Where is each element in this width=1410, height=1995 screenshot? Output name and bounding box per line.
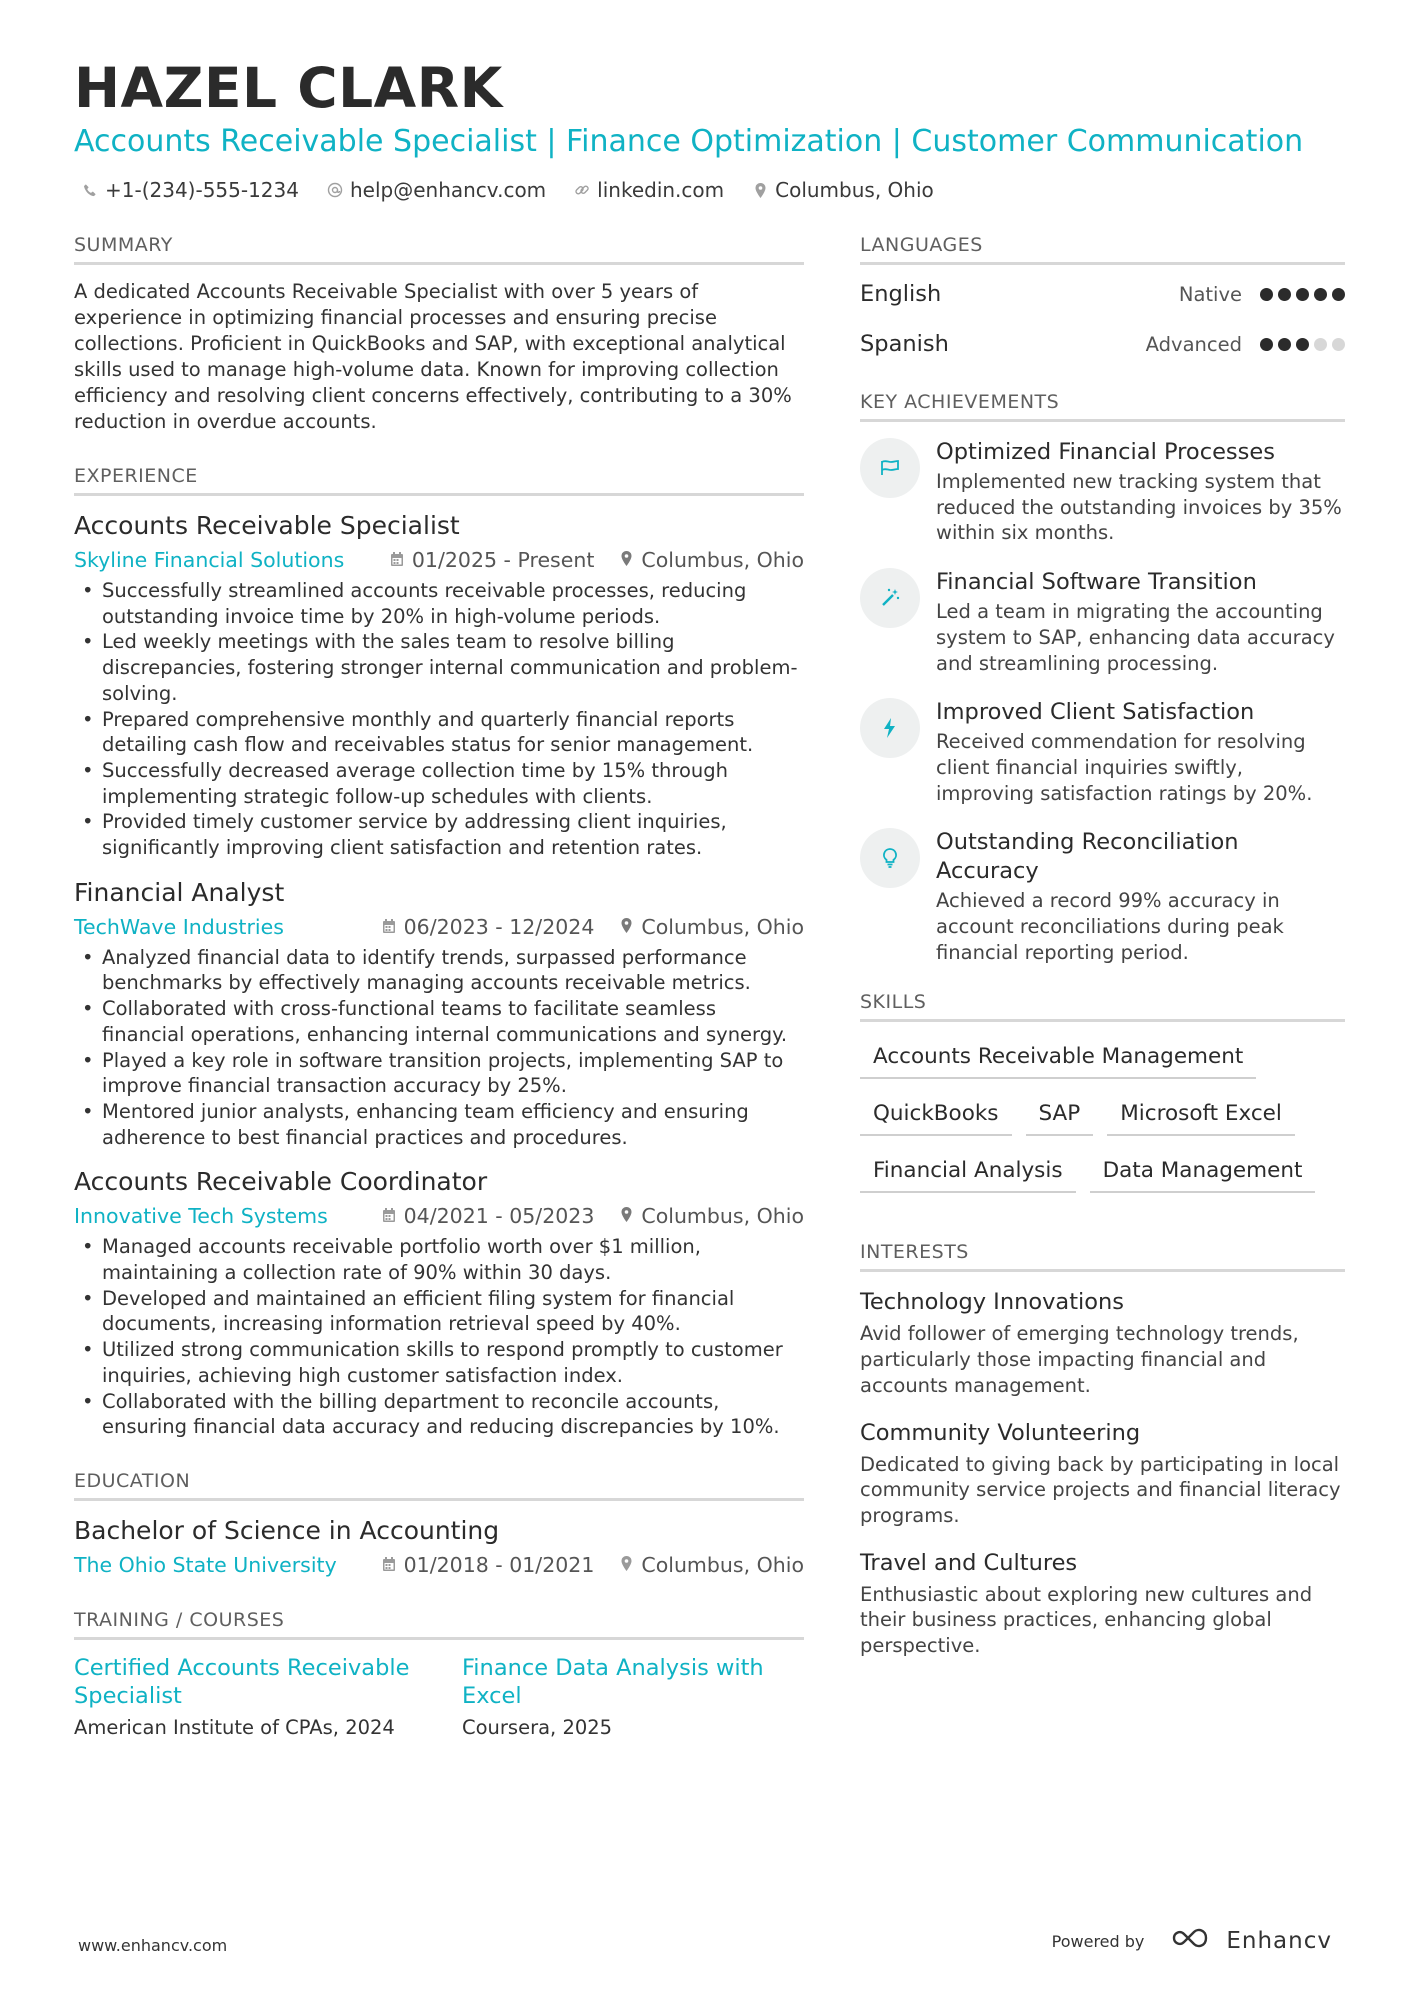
skills-list bbox=[860, 1040, 1345, 1193]
school-name: The Ohio State University bbox=[74, 1552, 337, 1577]
education-location bbox=[620, 1551, 804, 1579]
job-title: Financial Analyst bbox=[74, 877, 285, 907]
job-meta bbox=[74, 1202, 804, 1230]
course-title: Finance Data Analysis with Excel bbox=[462, 1654, 764, 1709]
achievement-desc: Achieved a record 99% accuracy in account reconciliations during peak financial reporting period. bbox=[936, 889, 1284, 964]
interest-item bbox=[860, 1549, 1345, 1659]
job-entry bbox=[74, 877, 804, 1151]
right-column bbox=[860, 234, 1345, 1679]
experience-heading: EXPERIENCE bbox=[74, 465, 804, 496]
location-text: Columbus, Ohio bbox=[641, 914, 804, 939]
lightning-icon bbox=[860, 698, 920, 758]
proficiency-dots bbox=[1260, 338, 1345, 351]
education-dates bbox=[382, 1551, 595, 1579]
interests-heading: INTERESTS bbox=[860, 1241, 1345, 1272]
achievement-desc: Implemented new tracking system that reduced the outstanding invoices by 35% within six months. bbox=[936, 470, 1342, 545]
phone-text: +1-(234)-555-1234 bbox=[105, 178, 299, 202]
achievement-desc: Received commendation for resolving client financial inquiries swiftly, improving satisfaction ratings by 20%. bbox=[936, 730, 1313, 805]
achievement-body bbox=[936, 438, 1345, 546]
education-heading: EDUCATION bbox=[74, 1470, 804, 1501]
lightbulb-icon bbox=[860, 828, 920, 888]
linkedin-text: linkedin.com bbox=[597, 178, 725, 202]
phone-icon bbox=[82, 182, 98, 198]
summary-heading: SUMMARY bbox=[74, 234, 804, 265]
brand-logo[interactable] bbox=[1170, 1926, 1332, 1956]
left-column bbox=[74, 234, 804, 1742]
language-name: Spanish bbox=[860, 331, 949, 357]
achievement-title: Improved Client Satisfaction bbox=[936, 699, 1255, 726]
headline: Accounts Receivable Specialist | Finance Optimization | Customer Communication bbox=[74, 124, 1304, 159]
interests-list bbox=[860, 1288, 1345, 1658]
course-item bbox=[74, 1654, 414, 1742]
skill-tag: Microsoft Excel bbox=[1107, 1097, 1295, 1136]
skills-heading: SKILLS bbox=[860, 991, 1345, 1022]
link-icon bbox=[574, 182, 590, 198]
summary-text: A dedicated Accounts Receivable Specialist with over 5 years of experience in optimizing financial processes and ensuring precise collections. Proficient in QuickBooks and SAP, with exceptional analytical skills used to manage high-volume data. Known for improving collection efficiency and resolving client concerns effectively, contributing to a 30% reduction in overdue accounts. bbox=[74, 280, 792, 433]
job-location bbox=[620, 913, 804, 941]
location-icon bbox=[620, 546, 633, 574]
dates-text: 01/2018 - 01/2021 bbox=[403, 1552, 595, 1577]
degree-title: Bachelor of Science in Accounting bbox=[74, 1515, 500, 1545]
course-provider: Coursera, 2025 bbox=[462, 1715, 613, 1739]
job-bullets bbox=[74, 578, 804, 861]
flag-icon bbox=[860, 438, 920, 498]
job-bullets bbox=[74, 1234, 804, 1440]
language-level: Advanced bbox=[1145, 332, 1242, 356]
achievement-title: Optimized Financial Processes bbox=[936, 439, 1275, 465]
interest-item bbox=[860, 1288, 1345, 1398]
achievement-body bbox=[936, 828, 1345, 965]
job-dates bbox=[390, 546, 595, 574]
contact-email[interactable] bbox=[327, 178, 546, 202]
bullet-item: • Collaborated with cross-functional teams to facilitate seamless financial operations, enhancing internal communications and synergy. bbox=[74, 996, 804, 1047]
bullet-item: • Collaborated with the billing department to reconcile accounts, ensuring financial data accuracy and reducing discrepancies by 10%. bbox=[74, 1389, 804, 1440]
candidate-name: HAZEL CLARK bbox=[74, 56, 503, 120]
proficiency-dot bbox=[1296, 288, 1309, 301]
dates-text: 01/2025 - Present bbox=[411, 548, 595, 572]
achievement-item bbox=[860, 828, 1345, 965]
job-bullets bbox=[74, 945, 804, 1151]
bullet-item: • Mentored junior analysts, enhancing team efficiency and ensuring adherence to best financial practices and procedures. bbox=[74, 1099, 804, 1150]
contact-bar bbox=[82, 178, 934, 202]
footer-website[interactable]: www.enhancv.com bbox=[78, 1936, 228, 1955]
achievement-body bbox=[936, 568, 1345, 676]
interest-title: Technology Innovations bbox=[860, 1289, 1125, 1316]
job-entry bbox=[74, 1166, 804, 1440]
proficiency-dot bbox=[1332, 288, 1345, 301]
job-entry bbox=[74, 510, 804, 861]
location-icon bbox=[620, 1551, 633, 1579]
skill-tag: Financial Analysis bbox=[860, 1154, 1076, 1193]
proficiency-dot bbox=[1260, 338, 1273, 351]
achievement-body bbox=[936, 698, 1345, 806]
location-text: Columbus, Ohio bbox=[775, 178, 934, 202]
job-title: Accounts Receivable Specialist bbox=[74, 511, 460, 540]
proficiency-dot bbox=[1278, 338, 1291, 351]
bullet-item: • Led weekly meetings with the sales team to resolve billing discrepancies, fostering stronger internal communication and problem-solving. bbox=[74, 629, 804, 706]
location-icon bbox=[620, 1202, 633, 1230]
job-location bbox=[620, 1202, 804, 1230]
proficiency-dot bbox=[1260, 288, 1273, 301]
location-text: Columbus, Ohio bbox=[641, 548, 804, 572]
company-name: Skyline Financial Solutions bbox=[74, 548, 345, 572]
interest-desc: Avid follower of emerging technology trends, particularly those impacting financial and accounts management. bbox=[860, 1322, 1299, 1397]
proficiency-dot bbox=[1278, 288, 1291, 301]
contact-phone[interactable] bbox=[82, 178, 299, 202]
proficiency-dot bbox=[1314, 338, 1327, 351]
skill-tag: SAP bbox=[1026, 1097, 1094, 1136]
bullet-item: • Successfully decreased average collection time by 15% through implementing strategic follow-up schedules with clients. bbox=[74, 758, 804, 809]
course-item bbox=[462, 1654, 802, 1742]
company-name: TechWave Industries bbox=[74, 914, 284, 939]
proficiency-dot bbox=[1332, 338, 1345, 351]
footer-branding bbox=[1052, 1926, 1332, 1956]
at-icon bbox=[327, 182, 343, 198]
interest-title: Community Volunteering bbox=[860, 1419, 1141, 1446]
languages-list bbox=[860, 269, 1345, 369]
job-dates bbox=[382, 1202, 595, 1230]
contact-linkedin[interactable] bbox=[574, 178, 724, 202]
contact-location bbox=[752, 178, 934, 202]
interest-title: Travel and Cultures bbox=[860, 1549, 1078, 1576]
bullet-item: • Managed accounts receivable portfolio worth over $1 million, maintaining a collection rate of 90% within 30 days. bbox=[74, 1234, 804, 1285]
proficiency-dot bbox=[1314, 288, 1327, 301]
location-text: Columbus, Ohio bbox=[641, 1204, 804, 1229]
achievements-list bbox=[860, 438, 1345, 965]
achievement-item bbox=[860, 568, 1345, 676]
calendar-icon bbox=[382, 1202, 396, 1230]
job-title: Accounts Receivable Coordinator bbox=[74, 1167, 488, 1197]
courses-list bbox=[74, 1654, 804, 1742]
job-meta bbox=[74, 913, 804, 941]
location-icon bbox=[620, 913, 633, 941]
job-dates bbox=[382, 913, 595, 941]
achievement-item bbox=[860, 698, 1345, 806]
interest-desc: Enthusiastic about exploring new cultures and their business practices, enhancing global perspective. bbox=[860, 1582, 1313, 1658]
proficiency-dots bbox=[1260, 288, 1345, 301]
bullet-item: • Analyzed financial data to identify trends, surpassed performance benchmarks by effectively managing accounts receivable metrics. bbox=[74, 945, 804, 996]
education-meta bbox=[74, 1551, 804, 1579]
achievement-item bbox=[860, 438, 1345, 546]
powered-by-label: Powered by bbox=[1051, 1931, 1145, 1951]
bullet-item: • Utilized strong communication skills to respond promptly to customer inquiries, achieving high customer satisfaction index. bbox=[74, 1337, 804, 1388]
dates-text: 04/2021 - 05/2023 bbox=[403, 1204, 595, 1229]
dates-text: 06/2023 - 12/2024 bbox=[403, 914, 595, 939]
email-text: help@enhancv.com bbox=[349, 178, 547, 202]
languages-heading: LANGUAGES bbox=[860, 234, 1345, 265]
language-name: English bbox=[860, 281, 942, 307]
location-text: Columbus, Ohio bbox=[641, 1552, 804, 1577]
language-level: Native bbox=[1178, 282, 1242, 306]
language-row bbox=[860, 269, 1345, 319]
education-entry bbox=[74, 1515, 804, 1579]
calendar-icon bbox=[382, 913, 396, 941]
bullet-item: • Played a key role in software transition projects, implementing SAP to improve financial transaction accuracy by 25%. bbox=[74, 1048, 804, 1099]
brand-name: Enhancv bbox=[1226, 1928, 1332, 1954]
bullet-item: • Provided timely customer service by addressing client inquiries, significantly improving client satisfaction and retention rates. bbox=[74, 809, 804, 860]
interest-desc: Dedicated to giving back by participating in local community service projects and financial literacy programs. bbox=[860, 1452, 1341, 1527]
training-heading: TRAINING / COURSES bbox=[74, 1609, 804, 1640]
proficiency-dot bbox=[1296, 338, 1309, 351]
interest-item bbox=[860, 1419, 1345, 1529]
achievement-desc: Led a team in migrating the accounting system to SAP, enhancing data accuracy and streamlining processing. bbox=[936, 600, 1335, 675]
achievement-title: Financial Software Transition bbox=[936, 569, 1257, 596]
achievements-heading: KEY ACHIEVEMENTS bbox=[860, 391, 1345, 422]
calendar-icon bbox=[382, 1551, 396, 1579]
enhancv-logo-icon bbox=[1170, 1926, 1216, 1956]
job-location bbox=[620, 546, 804, 574]
magic-wand-icon bbox=[860, 568, 920, 628]
language-row bbox=[860, 319, 1345, 369]
bullet-item: • Successfully streamlined accounts receivable processes, reducing outstanding invoice time by 20% in high-volume periods. bbox=[74, 578, 804, 629]
skill-tag: Data Management bbox=[1090, 1154, 1316, 1193]
bullet-item: • Developed and maintained an efficient filing system for financial documents, increasing information retrieval speed by 40%. bbox=[74, 1286, 804, 1337]
course-title: Certified Accounts Receivable Specialist bbox=[74, 1654, 410, 1709]
company-name: Innovative Tech Systems bbox=[74, 1204, 328, 1229]
calendar-icon bbox=[390, 546, 404, 574]
achievement-title: Outstanding Reconciliation Accuracy bbox=[936, 829, 1239, 885]
skill-tag: Accounts Receivable Management bbox=[860, 1040, 1256, 1079]
bullet-item: • Prepared comprehensive monthly and quarterly financial reports detailing cash flow and receivables status for senior management. bbox=[74, 707, 804, 758]
skill-tag: QuickBooks bbox=[860, 1097, 1012, 1136]
location-icon bbox=[752, 182, 768, 198]
course-provider: American Institute of CPAs, 2024 bbox=[74, 1715, 395, 1739]
job-meta bbox=[74, 546, 804, 574]
